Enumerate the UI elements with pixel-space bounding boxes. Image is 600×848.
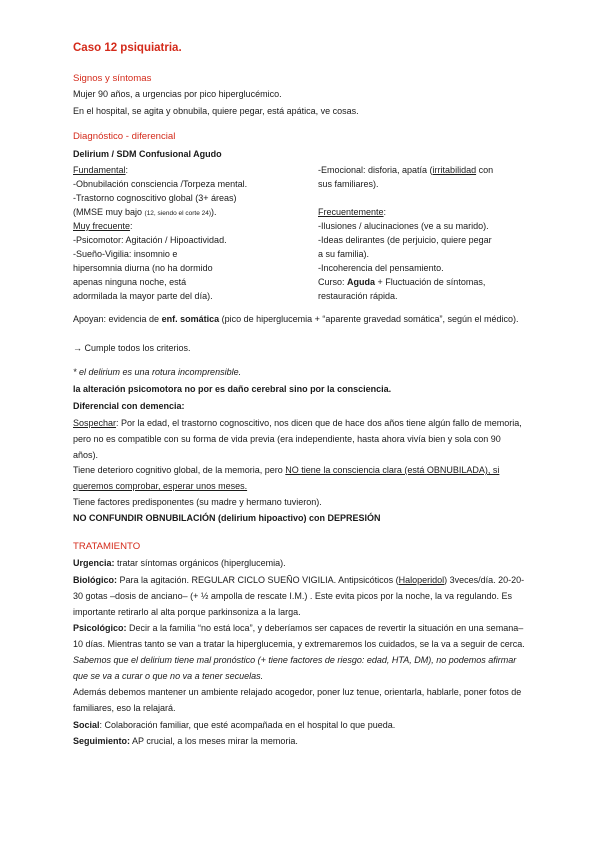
right-line-4: -Ideas delirantes (de perjuicio, quiere pegar [318,235,492,245]
sospechar-paragraph: Sospechar: Por la edad, el trastorno cognoscitivo, nos dicen que de hace dos años tiene algún fallo de memoria, pero no es compatible con su forma de vida previa (era independiente, hasta ahora vivía bien y sola con 90 años). [73,418,522,460]
diagnostico-heading: Diagnóstico - diferencial [73,131,176,142]
left-line-8: adormilada la mayor parte del día). [73,291,213,301]
social-line: Social: Colaboración familiar, que esté acompañada en el hospital lo que pueda. [73,720,396,730]
tratamiento-heading: TRATAMIENTO [73,541,141,552]
urgencia-line: Urgencia: tratar síntomas orgánicos (hiperglucemia). [73,558,286,568]
right-line-6: -Incoherencia del pensamiento. [318,263,444,273]
right-line-1: -Emocional: disforia, apatía (irritabilidad con [318,165,494,175]
cumple-line: → Cumple todos los criterios. [73,343,191,353]
signos-heading: Signos y síntomas [73,73,152,84]
biologico-paragraph: Biológico: Para la agitación. REGULAR CICLO SUEÑO VIGILIA. Antipsicóticos (Haloperidol) 3veces/día. 20-20-30 gotas –dosis de anciano– (+ ½ ampolla de rescate I.M.) . Este evita picos por la noche, la va regulando. Es importante retirarlo al alta porque parkinsoniza a la larga. [73,575,525,617]
right-line-2: sus familiares). [318,179,379,189]
left-line-5: -Sueño-Vigilia: insomnio e [73,249,178,259]
left-line-3: (MMSE muy bajo (12, siendo el corte 24)). [73,207,217,217]
diagnostico-main: Delirium / SDM Confusional Agudo [73,149,222,159]
psicomotora-note: la alteración psicomotora no por es daño cerebral sino por la consciencia. [73,384,392,394]
left-line-2: -Trastorno cognoscitivo global (3+ áreas) [73,193,237,203]
delirium-note: * el delirium es una rotura incomprensible. [73,367,242,377]
left-line-4: -Psicomotor: Agitación / Hipoactividad. [73,235,227,245]
deterioro-paragraph: Tiene deterioro cognitivo global, de la memoria, pero NO tiene la consciencia clara (está OBNUBILADA), si queremos comprobar, esperar unos meses. [73,465,500,491]
signos-line-1: Mujer 90 años, a urgencias por pico hiperglucémico. [73,89,282,99]
signos-line-2: En el hospital, se agita y obnubila, quiere pegar, está apática, ve cosas. [73,106,359,116]
right-line-3: -Ilusiones / alucinaciones (ve a su marido). [318,221,489,231]
left-line-7: apenas ninguna noche, está [73,277,187,287]
factores-line: Tiene factores predisponentes (su madre y hermano tuvieron). [73,497,322,507]
apoyan-paragraph: Apoyan: evidencia de enf. somática (pico de hiperglucemia + “aparente gravedad somática”, según el médico). [73,314,519,324]
muy-frecuente-label: Muy frecuente: [73,221,133,231]
frecuentemente-label: Frecuentemente: [318,207,387,217]
psicologico-paragraph: Psicológico: Decir a la familia “no está loca”, y deberíamos ser capaces de revertir la situación en una semana– 10 días. Mientras tanto se van a tratar la hiperglucemia, y extremaremos los cuidados, se la va a seguir de cerca. Sabemos que el delirium tiene mal pronóstico (+ tiene factores de riesgo: edad, HTA, DM), no podemos afirmar que se va a curar o que no va a tener secuelas. [73,623,525,681]
document-title: Caso 12 psiquiatria. [73,42,182,54]
no-confundir-line: NO CONFUNDIR OBNUBILACIÓN (delirium hipoactivo) con DEPRESIÓN [73,513,381,523]
right-line-5: a su familia). [318,249,370,259]
left-line-6: hipersomnia diurna (no ha dormido [73,263,213,273]
right-line-7: Curso: Aguda + Fluctuación de síntomas, [318,277,486,287]
right-line-8: restauración rápida. [318,291,398,301]
diferencial-demencia: Diferencial con demencia: [73,401,185,411]
left-line-1: -Obnubilación consciencia /Torpeza mental. [73,179,248,189]
ademas-paragraph: Además debemos mantener un ambiente relajado acogedor, poner luz tenue, orientarla, hablarle, poner fotos de familiares, eso la relajará. [73,687,522,713]
fundamental-label: Fundamental: [73,165,129,175]
seguimiento-line: Seguimiento: AP crucial, a los meses mirar la memoria. [73,736,298,746]
